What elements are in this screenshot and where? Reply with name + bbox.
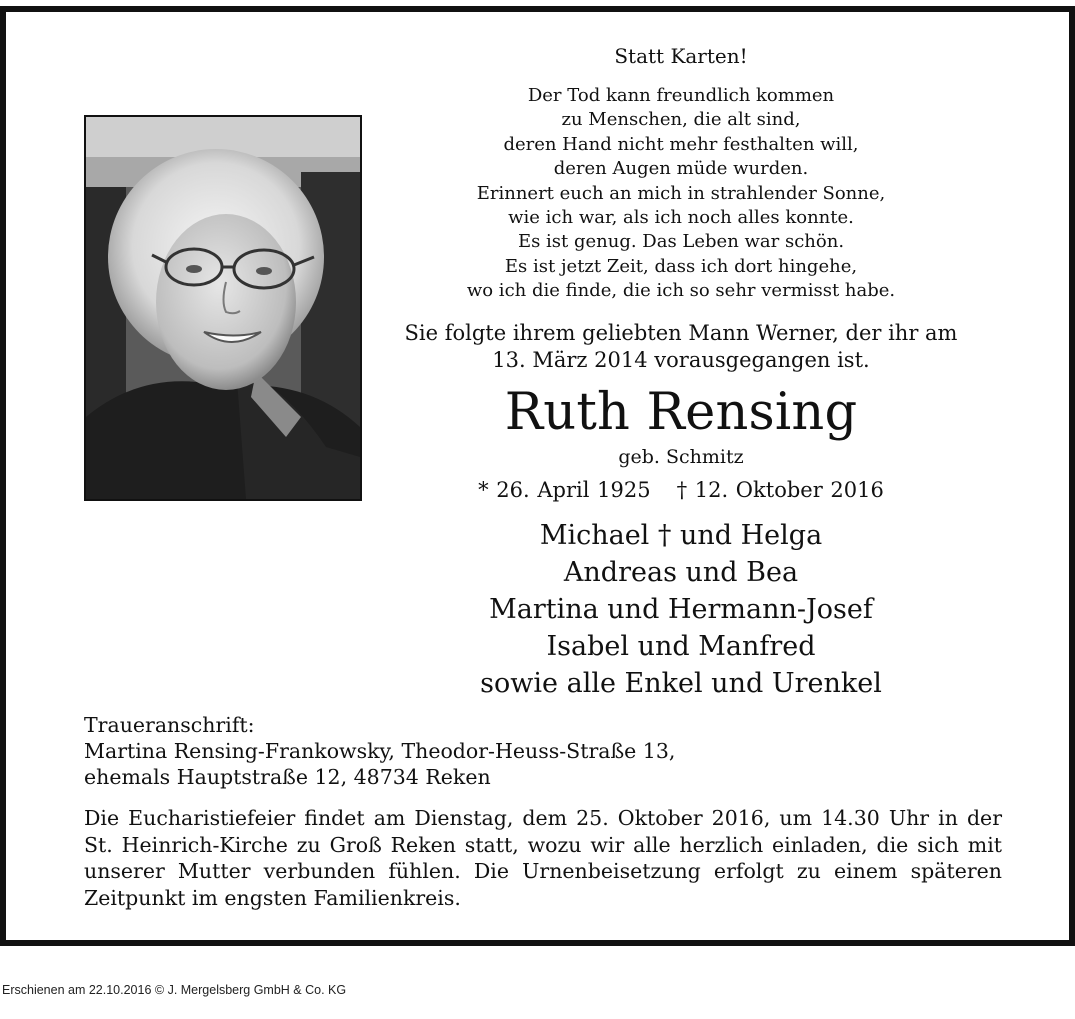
poem-line: Es ist jetzt Zeit, dass ich dort hingehe,: [504, 255, 858, 277]
mourner-line: Martina und Hermann-Josef: [489, 594, 873, 625]
intro-line: 13. März 2014 vorausgegangen ist.: [492, 348, 870, 372]
address-line: ehemals Hauptstraße 12, 48734 Reken: [84, 765, 491, 789]
intro-text: [386, 320, 976, 374]
intro-line: Sie folgte ihrem geliebten Mann Werner, der ihr am: [404, 321, 958, 345]
mourner-line: Isabel und Manfred: [546, 631, 816, 662]
birth-date: * 26. April 1925: [478, 478, 651, 502]
poem-line: Erinnert euch an mich in strahlender Sonne,: [476, 182, 886, 204]
poem-line: deren Hand nicht mehr festhalten will,: [503, 133, 859, 155]
address-line: Traueranschrift:: [84, 713, 255, 737]
poem-line: zu Menschen, die alt sind,: [561, 109, 801, 131]
death-date: † 12. Oktober 2016: [676, 478, 884, 502]
portrait-photo: [84, 115, 362, 501]
service-text: Die Eucharistiefeier findet am Dienstag, dem 25. Oktober 2016, um 14.30 Uhr in der St. Heinrich-Kirche zu Groß Reken statt, wozu wir alle herzlich einladen, die sich mit unserer Mutter verbunden fühlen. Die Urnenbeisetzung erfolgt zu einem späteren Zeitpunkt im engsten Familienkreis.: [84, 806, 1002, 910]
poem-line: wie ich war, als ich noch alles konnte.: [508, 207, 854, 229]
maiden-name: geb. Schmitz: [618, 446, 744, 468]
life-dates: [386, 478, 976, 502]
mourner-line: Michael † und Helga: [539, 520, 823, 551]
notice-heading: Statt Karten!: [614, 44, 748, 68]
poem-line: deren Augen müde wurden.: [553, 158, 809, 180]
poem: [386, 84, 976, 304]
deceased-name: Ruth Rensing: [504, 383, 858, 442]
mourner-line: Andreas und Bea: [563, 557, 799, 588]
poem-line: wo ich die finde, die ich so sehr vermisst habe.: [466, 280, 896, 302]
poem-line: Der Tod kann freundlich kommen: [527, 85, 835, 106]
mourning-address: [84, 712, 675, 790]
mourners-list: [386, 517, 976, 702]
mourner-line: sowie alle Enkel und Urenkel: [480, 668, 882, 699]
poem-line: Es ist genug. Das Leben war schön.: [517, 231, 845, 253]
publication-footer: Erschienen am 22.10.2016 © J. Mergelsberg GmbH & Co. KG: [2, 983, 347, 997]
address-line: Martina Rensing-Frankowsky, Theodor-Heuss-Straße 13,: [84, 739, 676, 763]
obituary-notice: [0, 6, 1075, 946]
